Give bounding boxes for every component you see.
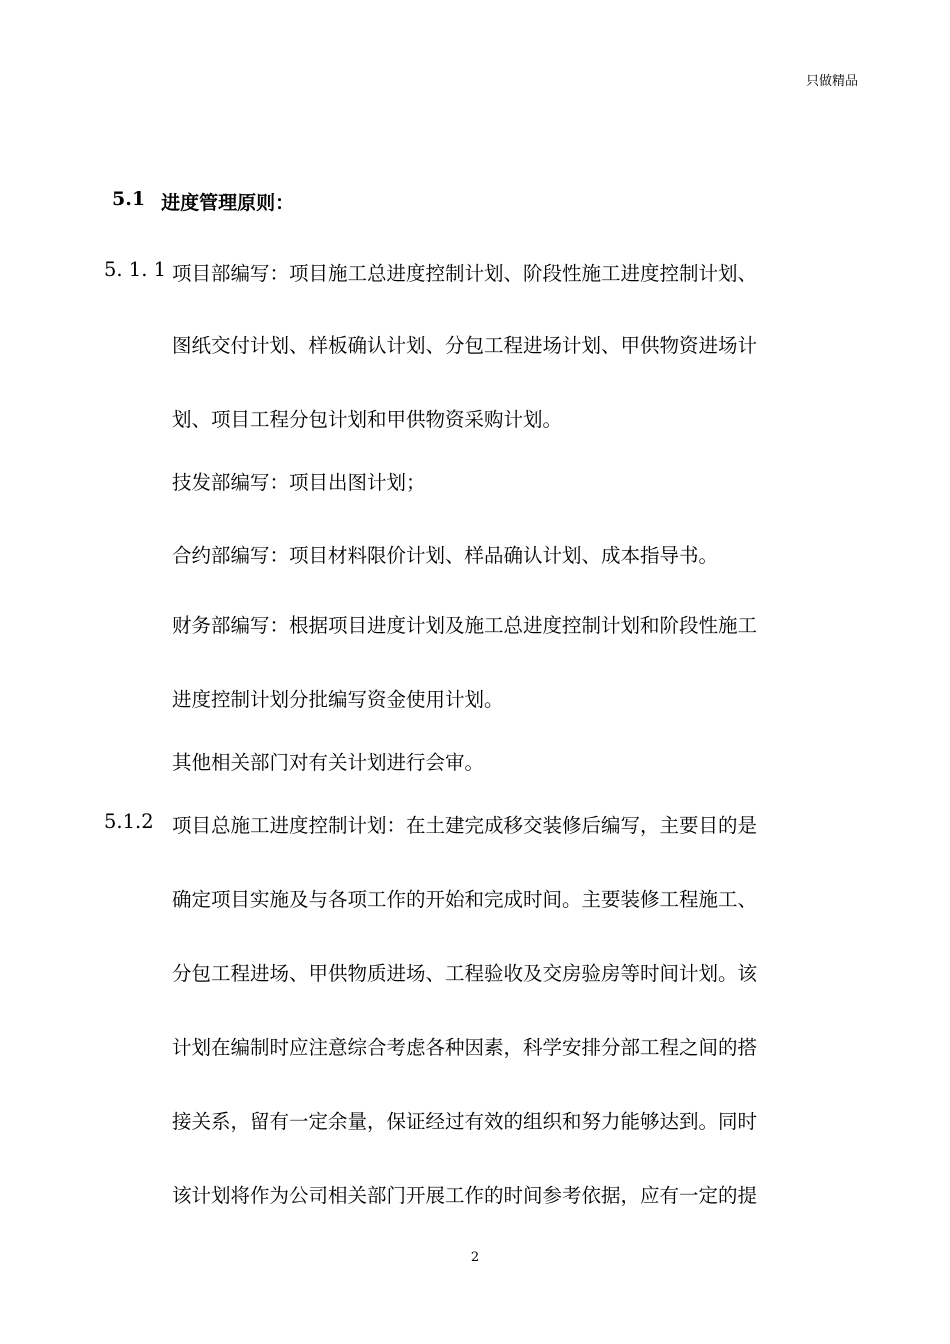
- paragraph-line: 财务部编写：根据项目进度计划及施工总进度控制计划和阶段性施工: [172, 614, 758, 637]
- paragraph-line: 图纸交付计划、样板确认计划、分包工程进场计划、甲供物资进场计: [172, 334, 758, 357]
- paragraph-line: 进度控制计划分批编写资金使用计划。: [172, 688, 504, 711]
- page-header: 只做精品: [805, 74, 858, 89]
- paragraph-line: 接关系，留有一定余量，保证经过有效的组织和努力能够达到。同时: [172, 1110, 758, 1133]
- paragraph-line: 其他相关部门对有关计划进行会审。: [172, 751, 485, 774]
- paragraph-line: 计划在编制时应注意综合考虑各种因素，科学安排分部工程之间的搭: [172, 1036, 758, 1059]
- paragraph-line: 合约部编写：项目材料限价计划、样品确认计划、成本指导书。: [172, 544, 719, 567]
- paragraph-line: 项目总施工进度控制计划：在土建完成移交装修后编写，主要目的是: [172, 814, 758, 837]
- section-number: 5.1: [112, 188, 146, 210]
- paragraph-line: 项目部编写：项目施工总进度控制计划、阶段性施工进度控制计划、: [172, 262, 758, 285]
- section-title: 进度管理原则：: [161, 192, 295, 214]
- paragraph-line: 划、项目工程分包计划和甲供物资采购计划。: [172, 408, 563, 431]
- page-number: 2: [470, 1250, 480, 1265]
- item-number: 5.1.2: [104, 810, 154, 833]
- paragraph-line: 分包工程进场、甲供物质进场、工程验收及交房验房等时间计划。该: [172, 962, 758, 985]
- section-heading: [112, 188, 294, 215]
- item-number: 5. 1. 1: [104, 258, 167, 281]
- paragraph-line: 技发部编写：项目出图计划；: [172, 471, 426, 494]
- paragraph-line: 确定项目实施及与各项工作的开始和完成时间。主要装修工程施工、: [172, 888, 758, 911]
- paragraph-line: 该计划将作为公司相关部门开展工作的时间参考依据，应有一定的提: [172, 1184, 758, 1207]
